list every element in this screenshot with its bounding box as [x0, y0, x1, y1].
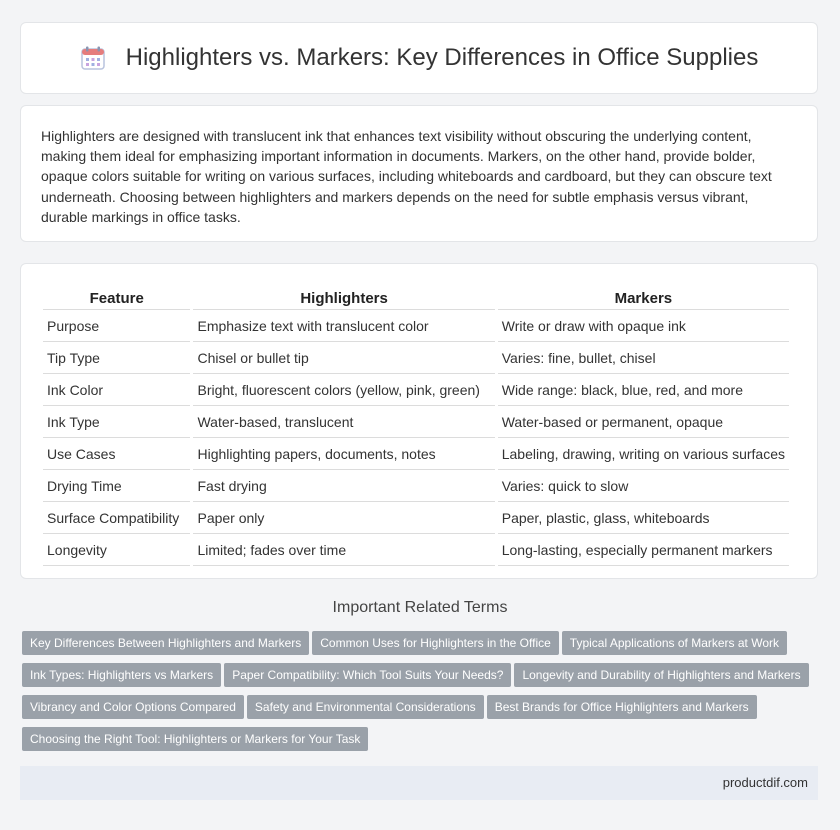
table-row — [43, 440, 789, 470]
table-cell: Emphasize text with translucent color — [193, 312, 494, 342]
comparison-table — [40, 282, 792, 568]
table-row — [43, 472, 789, 502]
intro-paragraph: Highlighters are designed with translucent ink that enhances text visibility without obscuring the underlying content, making them ideal for emphasizing important information in documents. Markers, on the other hand, provide bolder, opaque colors suitable for writing on various surfaces, including whiteboards and cardboard, but they can obscure text underneath. Choosing between highlighters and markers depends on the need for subtle emphasis versus vibrant, durable markings in office tasks. — [41, 128, 772, 225]
table-cell: Longevity — [43, 536, 190, 566]
related-term-tag[interactable]: Paper Compatibility: Which Tool Suits Your Needs? — [224, 663, 511, 687]
page-title — [80, 44, 759, 72]
table-cell: Highlighting papers, documents, notes — [193, 440, 494, 470]
table-row — [43, 312, 789, 342]
table-cell: Paper, plastic, glass, whiteboards — [498, 504, 789, 534]
related-term-tag[interactable]: Longevity and Durability of Highlighters and Markers — [514, 663, 808, 687]
header-card — [20, 22, 818, 94]
table-row — [43, 536, 789, 566]
related-term-tag[interactable]: Common Uses for Highlighters in the Office — [312, 631, 559, 655]
table-header-row — [43, 284, 789, 310]
related-terms-tags — [22, 631, 822, 759]
table-cell: Water-based, translucent — [193, 408, 494, 438]
related-term-tag[interactable]: Typical Applications of Markers at Work — [562, 631, 787, 655]
table-cell: Chisel or bullet tip — [193, 344, 494, 374]
table-row — [43, 376, 789, 406]
related-term-tag[interactable]: Choosing the Right Tool: Highlighters or Markers for Your Task — [22, 727, 368, 751]
table-row — [43, 408, 789, 438]
table-cell: Paper only — [193, 504, 494, 534]
table-row — [43, 344, 789, 374]
column-header-highlighters: Highlighters — [193, 284, 494, 310]
intro-card — [20, 105, 818, 242]
table-cell: Long-lasting, especially permanent markers — [498, 536, 789, 566]
table-cell: Varies: fine, bullet, chisel — [498, 344, 789, 374]
table-cell: Wide range: black, blue, red, and more — [498, 376, 789, 406]
related-term-tag[interactable]: Best Brands for Office Highlighters and Markers — [487, 695, 757, 719]
related-term-tag[interactable]: Key Differences Between Highlighters and Markers — [22, 631, 309, 655]
footer — [20, 766, 818, 800]
table-cell: Labeling, drawing, writing on various surfaces — [498, 440, 789, 470]
column-header-feature: Feature — [43, 284, 190, 310]
table-cell: Use Cases — [43, 440, 190, 470]
table-cell: Ink Type — [43, 408, 190, 438]
table-cell: Purpose — [43, 312, 190, 342]
table-cell: Surface Compatibility — [43, 504, 190, 534]
footer-site[interactable]: productdif.com — [722, 775, 808, 790]
related-term-tag[interactable]: Ink Types: Highlighters vs Markers — [22, 663, 221, 687]
calendar-icon — [80, 45, 106, 71]
table-cell: Fast drying — [193, 472, 494, 502]
table-cell: Write or draw with opaque ink — [498, 312, 789, 342]
comparison-table-card — [20, 263, 818, 579]
related-terms-title: Important Related Terms — [332, 599, 508, 616]
table-cell: Bright, fluorescent colors (yellow, pink, green) — [193, 376, 494, 406]
column-header-markers: Markers — [498, 284, 789, 310]
table-cell: Limited; fades over time — [193, 536, 494, 566]
table-row — [43, 504, 789, 534]
table-cell: Tip Type — [43, 344, 190, 374]
table-cell: Varies: quick to slow — [498, 472, 789, 502]
page-title-text: Highlighters vs. Markers: Key Differences in Office Supplies — [125, 44, 759, 71]
related-term-tag[interactable]: Vibrancy and Color Options Compared — [22, 695, 244, 719]
table-cell: Water-based or permanent, opaque — [498, 408, 789, 438]
table-cell: Ink Color — [43, 376, 190, 406]
table-cell: Drying Time — [43, 472, 190, 502]
related-term-tag[interactable]: Safety and Environmental Considerations — [247, 695, 484, 719]
